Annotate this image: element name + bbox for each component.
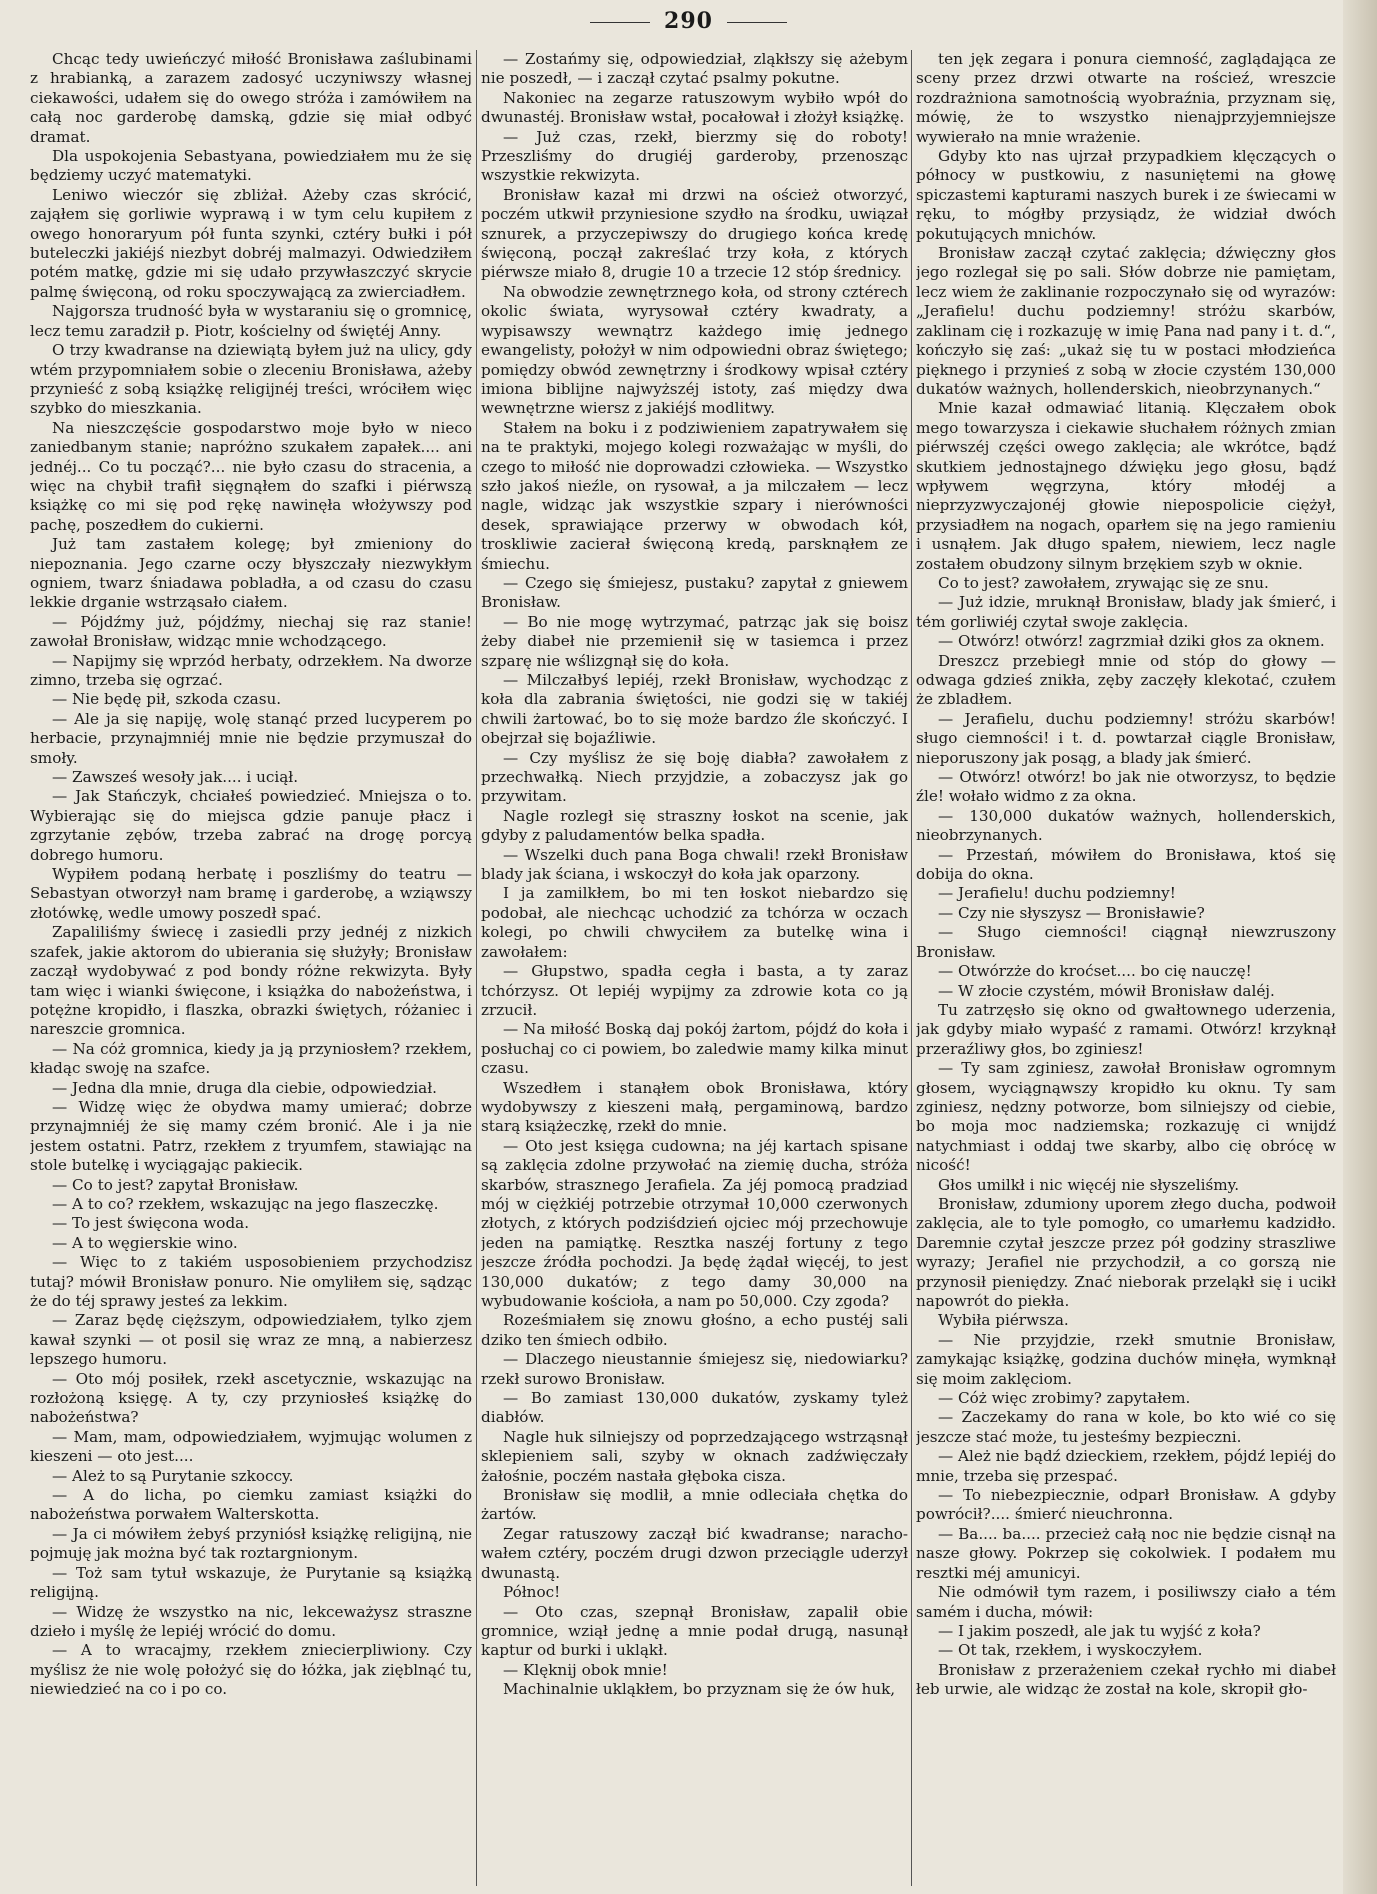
paragraph: Nagle huk silniejszy od poprzedzającego wstrząsnął sklepieniem sali, szyby w oknach zadźwięczały żałośnie, poczém nastała głęboka cisza. (481, 1427, 908, 1485)
paragraph: — Czy myślisz że się boję diabła? zawołałem z przechwałką. Niech przyjdzie, a zobaczysz jak go przywitam. (481, 748, 908, 806)
paragraph: Nie odmówił tym razem, i posiliwszy ciało a tém samém i ducha, mówił: (916, 1583, 1336, 1621)
paragraph: — Ależ nie bądź dzieckiem, rzekłem, pójdź lepiéj do mnie, trzeba się przespać. (916, 1447, 1336, 1485)
paragraph: — A to węgierskie wino. (52, 1233, 238, 1252)
paragraph: — Ależ to są Purytanie szkoccy. (52, 1466, 294, 1485)
paragraph: — To niebezpiecznie, odparł Bronisław. A gdyby powrócił?.... śmierć nieuchronna. (916, 1486, 1336, 1524)
paragraph: — Przestań, mówiłem do Bronisława, ktoś się dobija do okna. (916, 845, 1336, 884)
page-edge (1343, 0, 1377, 1894)
paragraph: — Jedna dla mnie, druga dla ciebie, odpowiedział. (52, 1078, 437, 1097)
paragraph: — Wszelki duch pana Boga chwali! rzekł Bronisław blady jak ściana, i wskoczył do koła jak oparzony. (481, 845, 908, 884)
paragraph: — Bo nie mogę wytrzymać, patrząc jak się boisz żeby diabeł nie przemienił się w tasiemca i przez szparę nie wślizgnął się do koła. (481, 612, 908, 670)
paragraph: — To jest święcona woda. (52, 1214, 250, 1233)
paragraph: — Zaczekamy do rana w kole, bo kto wié co się jeszcze stać może, tu jesteśmy bezpieczni. (916, 1408, 1336, 1446)
paragraph: — Ty sam zginiesz, zawołał Bronisław ogromnym głosem, wyciągnąwszy kropidło ku oknu. Ty sam zginiesz, nędzny potworze, bom silniejszy od ciebie, bo moja moc nadziemska; rozkazuję ci wnijdź natychmiast i oddaj twe skarby, albo cię obrócę w nicość! (916, 1059, 1336, 1175)
column-rule-2 (911, 50, 912, 1886)
paragraph: — Ale ja się napiję, wolę stanąć przed lucyperem po herbacie, przynajmniéj mnie nie będzie przymuszał do smoły. (30, 709, 472, 767)
paragraph: Leniwo wieczór się zbliżał. Ażeby czas skrócić, zająłem się gorliwie wyprawą i w tym celu kupiłem z owego honoraryum pół funta szynki, cztéry bułki i pół buteleczki jakiéjś niezbyt dobréj malmazyi. Odwiedziłem potém matkę, gdzie mi się udało przywłaszczyć skrycie palmę święconą, od roku spoczywającą za zwierciadłem. (30, 185, 472, 301)
paragraph: — Cóż więc zrobimy? zapytałem. (938, 1389, 1191, 1408)
paragraph: Machinalnie ukląkłem, bo przyznam się że ów huk, (503, 1680, 896, 1699)
paragraph: Roześmiałem się znowu głośno, a echo pustéj sali dziko ten śmiech odbiło. (481, 1311, 908, 1349)
paragraph: Tu zatrzęsło się okno od gwałtownego uderzenia, jak gdyby miało wypaść z ramami. Otwórz! krzyknął przeraźliwy głos, bo zginiesz! (916, 1000, 1336, 1058)
paragraph: Bronisław, zdumiony uporem złego ducha, podwoił zaklęcia, ale to tyle pomogło, co umarłemu kadzidło. Daremnie czytał jeszcze przez pół godziny straszliwe wyrazy; Jerafiel nie przychodził, a co gorszą nie przynosił pieniędzy. Znać nieborak przeląkł się i ucikł napowrót do piekła. (916, 1194, 1336, 1310)
paragraph: — Zaraz będę cięższym, odpowiedziałem, tylko zjem kawał szynki — ot posil się wraz ze mną, a nabierzesz lepszego humoru. (30, 1311, 472, 1369)
paragraph: — Widzę że wszystko na nic, lekceważysz straszne dzieło i myślę że lepiéj wrócić do domu. (30, 1602, 472, 1640)
paragraph: — Oto jest księga cudowna; na jéj kartach spisane są zaklęcia zdolne przywołać na ziemię ducha, stróża skarbów, strasznego Jerafiela. Za jéj pomocą pradziad mój w ciężkiéj potrzebie otrzymał 10,000 czerwonych złotych, z których podziśdzień ojciec mój przechowuje jeden na pamiątkę. Resztka naszéj fortuny z tego jeszcze źródła pochodzi. Ja będę żądał więcéj, to jest 130,000 dukatów; z tego damy 30,000 na wybudowanie kościoła, a nam po 50,000. Czy zgoda? (481, 1136, 908, 1310)
paragraph: — Mam, mam, odpowiedziałem, wyjmując wolumen z kieszeni — oto jest.... (30, 1427, 472, 1466)
paragraph: — Co to jest? zapytał Bronisław. (52, 1175, 299, 1194)
paragraph: — Sługo ciemności! ciągnął niewzruszony Bronisław. (916, 923, 1336, 961)
paragraph: — A do licha, po ciemku zamiast książki do nabożeństwa porwałem Walterskotta. (30, 1486, 472, 1524)
column-rule-1 (476, 50, 477, 1886)
paragraph: — Więc to z takiém usposobieniem przychodzisz tutaj? mówił Bronisław ponuro. Nie omyliłem się, sądząc że do téj sprawy jesteś za lekkim. (30, 1253, 472, 1310)
paragraph: Zegar ratuszowy zaczął bić kwadranse; naracho- wałem cztéry, poczém drugi dzwon przeciągle uderzył dwunastą. (481, 1524, 908, 1582)
paragraph: Głos umilkł i nic więcéj nie słyszeliśmy. (938, 1175, 1240, 1194)
paragraph: I ja zamilkłem, bo mi ten łoskot niebardzo się podobał, ale niechcąc uchodzić za tchórza w oczach kolegi, po chwili chwyciłem za butelkę wina i zawołałem: (481, 884, 908, 961)
paragraph: — Nie będę pił, szkoda czasu. (52, 690, 282, 709)
paragraph: — Jak Stańczyk, chciałeś powiedzieć. Mniejsza o to. Wybierając się do miejsca gdzie panuje płacz i zgrzytanie zębów, trzeba zabrać na drogę porcyą dobrego humoru. (30, 787, 472, 864)
paragraph: — Widzę więc że obydwa mamy umierać; dobrze przynajmniéj że się mamy czém bronić. Ale i ja nie jestem ostatni. Patrz, rzekłem z tryumfem, stawiając na stole butelkę i wyciągając pakiecik. (30, 1097, 472, 1175)
paragraph: — Ot tak, rzekłem, i wyskoczyłem. (938, 1641, 1203, 1660)
text-column-2 (481, 50, 908, 1894)
paragraph: Bronisław z przerażeniem czekał rychło mi diabeł łeb urwie, ale widząc że został na kole, skropił gło- (916, 1660, 1336, 1699)
paragraph: — Czego się śmiejesz, pustaku? zapytał z gniewem Bronisław. (481, 573, 908, 612)
paragraph: ten jęk zegara i ponura ciemność, zaglądająca ze sceny przez drzwi otwarte na rościeź, wreszcie rozdrażniona samotnością wyobraźnia, przyznam się, mówię, że to wszystko nienajprzyjemniejsze wywierało na mnie wrażenie. (916, 50, 1336, 146)
paragraph: — Klęknij obok mnie! (503, 1660, 668, 1679)
paragraph: — Już czas, rzekł, bierzmy się do roboty! Przeszliśmy do drugiéj garderoby, przenosząc wszystkie rekwizyta. (481, 127, 908, 185)
paragraph: Wypiłem podaną herbatę i poszliśmy do teatru — Sebastyan otworzył nam bramę i garderobę, a wziąwszy złotówkę, wedle umowy poszedł spać. (30, 865, 472, 922)
paragraph: Dreszcz przebiegł mnie od stóp do głowy — odwaga gdzieś znikła, zęby zaczęły klekotać, czułem że zbladłem. (916, 651, 1336, 709)
paragraph: — Głupstwo, spadła cegła i basta, a ty zaraz tchórzysz. Ot lepiéj wypijmy za zdrowie kota co ją zrzucił. (481, 962, 908, 1019)
paragraph: — Ja ci mówiłem żebyś przyniósł książkę religijną, nie pojmuję jak można być tak roztargnionym. (30, 1524, 472, 1563)
paragraph: Wybiła piérwsza. (938, 1311, 1069, 1330)
paragraph: Zapaliliśmy świecę i zasiedli przy jednéj z nizkich szafek, jakie aktorom do ubierania się służyły; Bronisław zaczął wydobywać z pod bondy różne rekwizyta. Były tam więc i wianki święcone, i książka do nabożeństwa, i potężne kropidło, i flaszka, obrazki świętych, różaniec i nareszcie gromnica. (30, 923, 472, 1039)
paragraph: — Zawsześ wesoły jak.... i uciął. (52, 768, 299, 787)
paragraph: — Oto czas, szepnął Bronisław, zapalił obie gromnice, wziął jednę a mnie podał drugą, nasunął kaptur od burki i ukląkł. (481, 1602, 908, 1660)
paragraph: Bronisław się modlił, a mnie odleciała chętka do żartów. (481, 1486, 908, 1524)
paragraph: — Otwórz! otwórz! bo jak nie otworzysz, to będzie źle! wołało widmo z za okna. (916, 768, 1336, 806)
paragraph: — Oto mój posiłek, rzekł ascetycznie, wskazując na rozłożoną księgę. A ty, czy przyniosłeś książkę do nabożeństwa? (30, 1369, 472, 1427)
paragraph: O trzy kwadranse na dziewiątą byłem już na ulicy, gdy wtém przypomniałem sobie o zleceniu Bronisława, ażeby przynieść z sobą książkę religijnéj treści, wróciłem więc szybko do mieszkania. (30, 341, 472, 418)
paragraph: — A to co? rzekłem, wskazując na jego flaszeczkę. (52, 1194, 439, 1213)
paragraph: — I jakim poszedł, ale jak tu wyjść z koła? (938, 1621, 1261, 1640)
paragraph: Na obwodzie zewnętrznego koła, od strony cztérech okolic świata, wyrysował cztéry kwadraty, a wypisawszy wewnątrz każdego imię jednego ewangelisty, położył w nim odpowiedni obraz świętego; pomiędzy obwód zewnętrzny i środkowy wpisał cztéry imiona biblijne najwyższéj istoty, zaś między dwa wewnętrzne wiersz z jakiéjś modlitwy. (481, 282, 908, 418)
paragraph: — Nie przyjdzie, rzekł smutnie Bronisław, zamykając książkę, godzina duchów minęła, wymknął się moim zaklęciom. (916, 1330, 1336, 1388)
paragraph: Gdyby kto nas ujrzał przypadkiem klęczących o północy w pustkowiu, z nasuniętemi na głowę spiczastemi kapturami naszych burek i ze świecami w ręku, to mógłby przysiądz, że widział dwóch pokutujących mnichów. (916, 147, 1336, 243)
paragraph: Wszedłem i stanąłem obok Bronisława, który wydobywszy z kieszeni małą, pergaminową, bardzo starą książeczkę, rzekł do mnie. (481, 1078, 908, 1136)
paragraph: — Pójdźmy już, pójdźmy, niechaj się raz stanie! zawołał Bronisław, widząc mnie wchodzącego. (30, 612, 472, 651)
paragraph: — W złocie czystém, mówił Bronisław daléj. (938, 981, 1275, 1000)
paragraph: Nakoniec na zegarze ratuszowym wybiło wpół do dwunastéj. Bronisław wstał, pocałował i złożył książkę. (481, 88, 908, 127)
paragraph: — Zostańmy się, odpowiedział, zląkłszy się ażebym nie poszedł, — i zaczął czytać psalmy pokutne. (481, 50, 908, 88)
paragraph: — Bo zamiast 130,000 dukatów, zyskamy tyleż diabłów. (481, 1389, 908, 1427)
paragraph: Na nieszczęście gospodarstwo moje było w nieco zaniedbanym stanie; napróżno szukałem zapałek.... ani jednéj... Co tu począć?... nie było czasu do stracenia, a więc na chybił trafił sięgnąłem do szafki i piérwszą książkę co mi się pod rękę nawinęła włożywszy pod pachę, poszedłem do cukierni. (30, 418, 472, 534)
paragraph: Północ! (503, 1583, 561, 1602)
paragraph: — Otwórzże do kroćset.... bo cię nauczę! (938, 962, 1252, 981)
paragraph: — Na cóż gromnica, kiedy ja ją przyniosłem? rzekłem, kładąc swoję na szafce. (30, 1039, 472, 1078)
paragraph: — Dlaczego nieustannie śmiejesz się, niedowiarku? rzekł surowo Bronisław. (481, 1350, 908, 1388)
paragraph: — Napijmy się wprzód herbaty, odrzekłem. Na dworze zimno, trzeba się ogrzać. (30, 651, 472, 689)
paragraph: — Na miłość Boską daj pokój żartom, pójdź do koła i posłuchaj co ci powiem, bo zaledwie mamy kilka minut czasu. (481, 1020, 908, 1078)
paragraph: Nagle rozległ się straszny łoskot na scenie, jak gdyby z paludamentów belka spadła. (481, 806, 908, 845)
paragraph: Najgorsza trudność była w wystaraniu się o gromnicę, lecz temu zaradził p. Piotr, kościelny od świętéj Anny. (30, 302, 472, 340)
paragraph: — Milczałbyś lepiéj, rzekł Bronisław, wychodząc z koła dla zabrania świętości, nie godzi się w takiéj chwili żartować, bo to się może bardzo źle skończyć. I obejrzał się bojaźliwie. (481, 671, 908, 748)
paragraph: — Jerafielu, duchu podziemny! stróżu skarbów! sługo ciemności! i t. d. powtarzał ciągle Bronisław, nieporuszony jak posąg, a blady jak śmierć. (916, 709, 1336, 767)
paragraph: — 130,000 dukatów ważnych, hollenderskich, nieobrzynanych. (916, 806, 1336, 845)
page-number-value: 290 (664, 8, 713, 34)
paragraph: — Otwórz! otwórz! zagrzmiał dziki głos za oknem. (938, 632, 1325, 651)
paragraph: Bronisław zaczął czytać zaklęcia; dźwięczny głos jego rozlegał się po sali. Słów dobrze nie pamiętam, lecz wiem że zaklinanie rozpoczynało się od wyrazów: „Jerafielu! duchu podziemny! stróżu skarbów, zaklinam cię i rozkazuję w imię Pana nad pany i t. d.“, kończyło się zaś: „ukaż się tu w postaci młodzieńca pięknego i przynieś z sobą w złocie czystém 130,000 dukatów ważnych, hollenderskich, nieobrzynanych.“ (916, 244, 1336, 398)
page-number-right-dash (727, 22, 787, 23)
paragraph: Bronisław kazał mi drzwi na oścież otworzyć, poczém utkwił przyniesione szydło na środku, uwiązał sznurek, a przyczepiwszy do drugiego końca kredę święconą, począł zakreślać trzy koła, z których piérwsze miało 8, drugie 10 a trzecie 12 stóp średnicy. (481, 185, 908, 282)
page-number (0, 8, 1377, 34)
paragraph: Dla uspokojenia Sebastyana, powiedziałem mu że się będziemy uczyć matematyki. (30, 147, 472, 185)
paragraph: — Toż sam tytuł wskazuje, że Purytanie są książką religijną. (30, 1563, 472, 1602)
paragraph: Stałem na boku i z podziwieniem zapatrywałem się na te praktyki, mojego kolegi rozważając w myśli, do czego to miłość nie doprowadzi człowieka. — Wszystko szło jakoś nieźle, on rysował, a ja milczałem — lecz nagle, widząc jak wszystkie szpary i nierówności desek, sprawiające przerwy w obwodach kół, troskliwie zacierał święconą kredą, parsknąłem ze śmiechu. (481, 418, 908, 573)
paragraph: Mnie kazał odmawiać litanią. Klęczałem obok mego towarzysza i ciekawie słuchałem różnych zmian piérwszéj części owego zaklęcia; ale wkrótce, bądź skutkiem jednostajnego dźwięku jego głosu, bądź wpływem węgrzyna, który młodéj a nieprzyzwyczajonéj głowie niepospolicie ciężył, przysiadłem na nogach, oparłem się na jego ramieniu i usnąłem. Jak długo spałem, niewiem, lecz nagle zostałem obudzony silnym brzękiem szyb w oknie. (916, 399, 1336, 573)
paragraph: Już tam zastałem kolegę; był zmieniony do niepoznania. Jego czarne oczy błyszczały niezwykłym ogniem, twarz śniadawa pobladła, a od czasu do czasu lekkie drganie wstrząsało ciałem. (30, 535, 472, 612)
paragraph: — Już idzie, mruknął Bronisław, blady jak śmierć, i tém gorliwiéj czytał swoje zaklęcia. (916, 593, 1336, 631)
paragraph: — Czy nie słyszysz — Bronisławie? (938, 903, 1205, 922)
text-column-3 (916, 50, 1336, 1894)
page-number-left-dash (590, 22, 650, 23)
paragraph: Chcąc tedy uwieńczyć miłość Bronisława zaślubinami z hrabianką, a zarazem zadosyć uczyniwszy własnej ciekawości, udałem się do owego stróża i zamówiłem na całą noc garderobę damską, gdzie się miał odbyć dramat. (30, 50, 472, 146)
paragraph: — Jerafielu! duchu podziemny! (938, 884, 1176, 903)
paragraph: — Ba.... ba.... przecież całą noc nie będzie cisnął na nasze głowy. Pokrzep się cokolwiek. I podałem mu resztki méj amunicyi. (916, 1524, 1336, 1582)
paragraph: — A to wracajmy, rzekłem zniecierpliwiony. Czy myślisz że nie wolę położyć się do łóżka, jak zięblnąć tu, niewiedzieć na co i po co. (30, 1641, 472, 1699)
paragraph: Co to jest? zawołałem, zrywając się ze snu. (938, 573, 1269, 592)
text-column-1 (30, 50, 472, 1894)
